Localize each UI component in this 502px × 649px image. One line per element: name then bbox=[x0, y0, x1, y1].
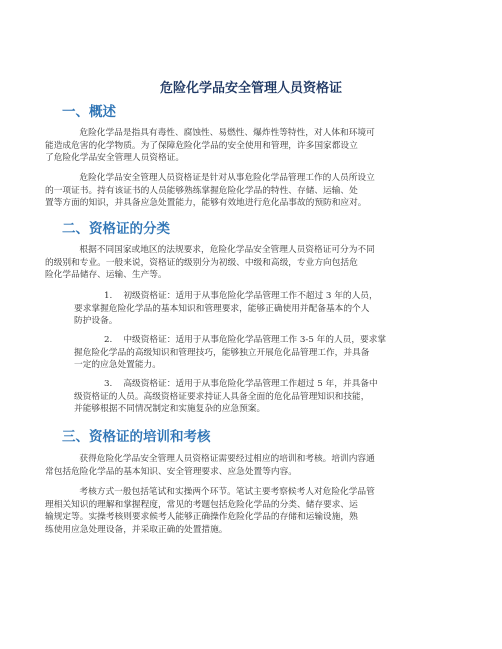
list-item-line: 初级资格证：适用于从事危险化学品管理工作不超过 3 年的人员， bbox=[123, 291, 378, 301]
list-item-number: 2. bbox=[104, 335, 113, 345]
paragraph-line: 获得危险化学品安全管理人员资格证需要经过相应的培训和考核。培训内容通 bbox=[79, 454, 375, 464]
paragraph-line: 根据不同国家或地区的法规要求，危险化学品安全管理人员资格证可分为不同 bbox=[79, 245, 375, 255]
paragraph-line: 危险化学品是指具有毒性、腐蚀性、易燃性、爆炸性等特性，对人体和环境可 bbox=[79, 128, 375, 138]
paragraph-line: 了危险化学品安全管理人员资格证。 bbox=[45, 153, 184, 164]
list-item-line: 防护设备。 bbox=[74, 316, 118, 327]
section-heading-overview: 一、概述 bbox=[62, 104, 116, 120]
list-item-number: 1. bbox=[104, 291, 113, 301]
paragraph-line: 的一项证书。持有该证书的人员能够熟练掌握危险化学品的特性、存储、运输、处 bbox=[45, 185, 358, 196]
list-item-line: 级资格证的人员。高级资格证要求持证人具备全面的危化品管理知识和技能， bbox=[74, 391, 370, 402]
paragraph-training-2 bbox=[45, 486, 440, 536]
paragraph-overview-2 bbox=[45, 172, 440, 210]
list-item-senior bbox=[62, 378, 440, 416]
list-item-junior bbox=[62, 290, 440, 328]
section-heading-training: 三、资格证的培训和考核 bbox=[62, 429, 211, 445]
section-heading-classification: 二、资格证的分类 bbox=[62, 221, 170, 237]
paragraph-training-1 bbox=[45, 453, 440, 478]
paragraph-line: 危险化学品安全管理人员资格证是针对从事危险化学品管理工作的人员所设立 bbox=[79, 173, 375, 183]
paragraph-line: 考核方式一般包括笔试和实操两个环节。笔试主要考察候考人对危险化学品管 bbox=[79, 487, 375, 497]
list-item-line: 握危险化学品的高级知识和管理技巧，能够独立开展危化品管理工作，并具备 bbox=[74, 347, 370, 358]
list-item-intermediate bbox=[62, 334, 440, 372]
document-title: 危险化学品安全管理人员资格证 bbox=[159, 81, 342, 96]
paragraph-line: 险化学品储存、运输、生产等。 bbox=[45, 270, 167, 281]
paragraph-classification-1 bbox=[45, 244, 440, 282]
list-item-line: 要求掌握危险化学品的基本知识和管理要求，能够正确使用并配备基本的个人 bbox=[74, 303, 370, 314]
paragraph-line: 常包括危险化学品的基本知识、安全管理要求、应急处置等内容。 bbox=[45, 466, 297, 477]
paragraph-line: 理相关知识的理解和掌握程度，常见的考题包括危险化学品的分类、储存要求、运 bbox=[45, 499, 358, 510]
paragraph-line: 置等方面的知识，并具备应急处置能力，能够有效地进行危化品事故的预防和应对。 bbox=[45, 198, 367, 209]
list-item-line: 中级资格证：适用于从事危险化学品管理工作 3-5 年的人员，要求掌 bbox=[123, 335, 387, 345]
paragraph-line: 练使用应急处理设备，并采取正确的处置措施。 bbox=[45, 524, 228, 535]
list-item-line: 一定的应急处置能力。 bbox=[74, 360, 161, 371]
paragraph-line: 输规定等。实操考核则要求候考人能够正确操作危险化学品的存储和运输设施，熟 bbox=[45, 512, 358, 523]
paragraph-overview-1 bbox=[45, 127, 440, 165]
paragraph-line: 能造成危害的化学物质。为了保障危险化学品的安全使用和管理，许多国家都设立 bbox=[45, 140, 358, 151]
list-item-number: 3. bbox=[104, 379, 113, 389]
list-item-line: 并能够根据不同情况制定和实施复杂的应急预案。 bbox=[74, 404, 266, 415]
list-item-line: 高级资格证：适用于从事危险化学品管理工作超过 5 年，并具备中 bbox=[123, 379, 378, 389]
paragraph-line: 的级别和专业。一般来说，资格证的级别分为初级、中级和高级，专业方向包括危 bbox=[45, 257, 358, 268]
